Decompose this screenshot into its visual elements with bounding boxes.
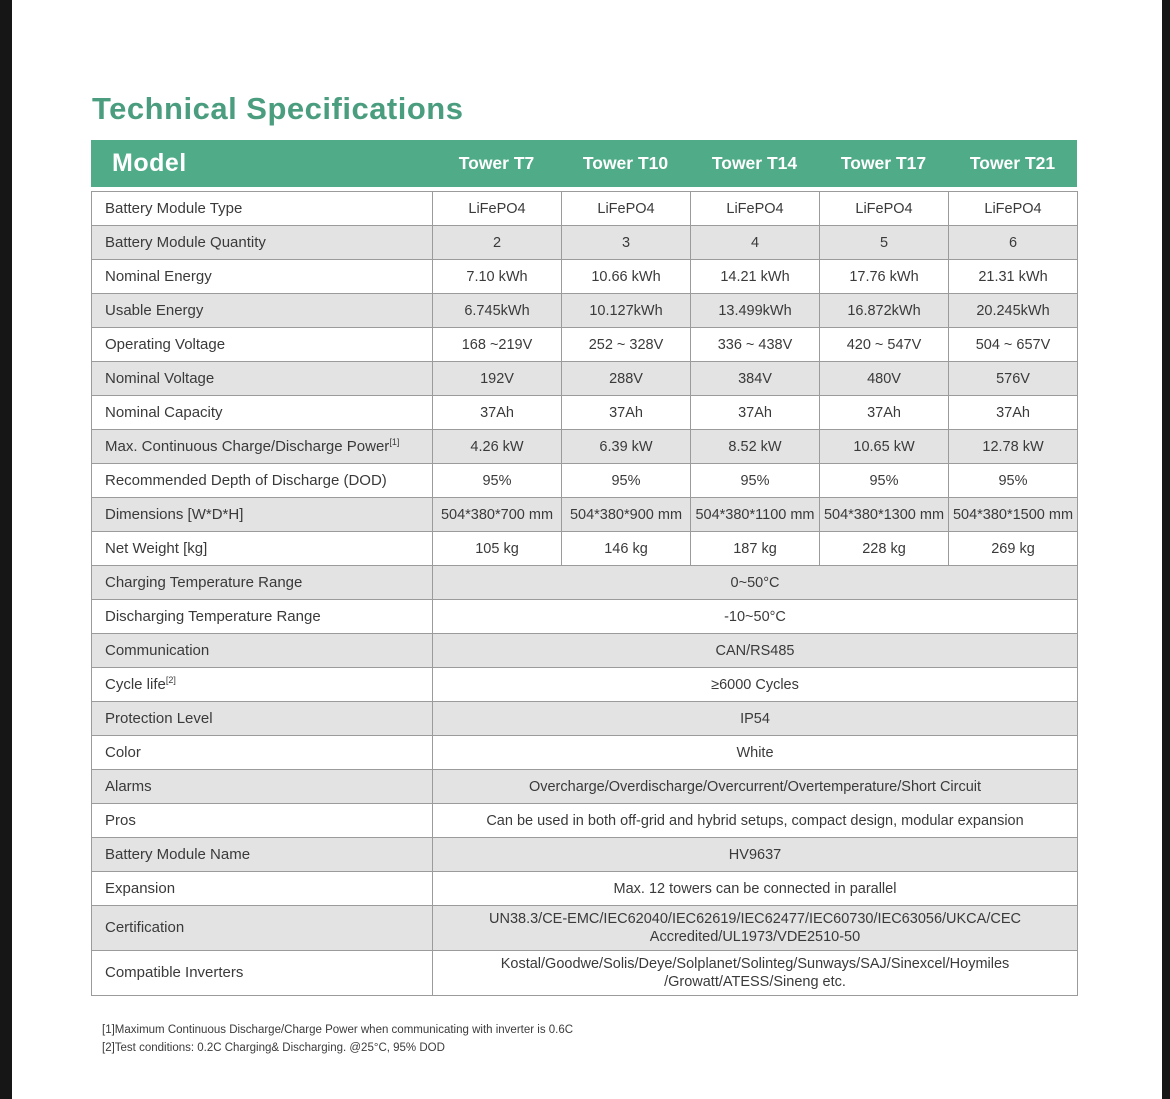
page-right-black-edge bbox=[1162, 0, 1170, 1099]
footnote-2: [2]Test conditions: 0.2C Charging& Discharging. @25°C, 95% DOD bbox=[102, 1041, 445, 1054]
table-row bbox=[92, 838, 1078, 872]
table-row bbox=[92, 702, 1078, 736]
table-row bbox=[92, 634, 1078, 668]
table-row bbox=[92, 600, 1078, 634]
row-label bbox=[92, 804, 433, 838]
spec-value-cell: 576V bbox=[949, 362, 1078, 396]
spec-value-cell: LiFePO4 bbox=[433, 192, 562, 226]
spec-value-cell: 37Ah bbox=[820, 396, 949, 430]
spec-value-cell: 384V bbox=[691, 362, 820, 396]
spec-value-cell: LiFePO4 bbox=[691, 192, 820, 226]
row-label-text: Nominal Voltage bbox=[105, 369, 215, 387]
page-title: Technical Specifications bbox=[92, 90, 464, 126]
row-label bbox=[92, 951, 433, 996]
row-label-text: Cycle life bbox=[105, 675, 166, 693]
table-row bbox=[92, 294, 1078, 328]
row-label-text: Pros bbox=[105, 811, 136, 829]
spec-value-cell: ≥6000 Cycles bbox=[433, 668, 1078, 702]
row-label bbox=[92, 736, 433, 770]
spec-value-cell: 4 bbox=[691, 226, 820, 260]
row-label-text: Battery Module Type bbox=[105, 199, 243, 217]
row-label bbox=[92, 668, 433, 702]
column-header: Tower T14 bbox=[711, 153, 798, 173]
table-row bbox=[92, 566, 1078, 600]
spec-value-cell: 168 ~219V bbox=[433, 328, 562, 362]
row-label bbox=[92, 464, 433, 498]
spec-value-cell: LiFePO4 bbox=[562, 192, 691, 226]
spec-table-body bbox=[91, 191, 1078, 996]
spec-value-cell: 37Ah bbox=[949, 396, 1078, 430]
spec-value-cell: 269 kg bbox=[949, 532, 1078, 566]
row-label-text: Communication bbox=[105, 641, 210, 659]
spec-value-cell: 504 ~ 657V bbox=[949, 328, 1078, 362]
spec-value-cell: 10.66 kWh bbox=[562, 260, 691, 294]
row-label-text: Charging Temperature Range bbox=[105, 573, 303, 591]
table-row bbox=[92, 430, 1078, 464]
spec-value-cell: 480V bbox=[820, 362, 949, 396]
spec-value-cell: LiFePO4 bbox=[820, 192, 949, 226]
spec-value-cell: 13.499kWh bbox=[691, 294, 820, 328]
row-label-text: Alarms bbox=[105, 777, 152, 795]
spec-value-cell: UN38.3/CE-EMC/IEC62040/IEC62619/IEC62477/IEC60730/IEC63056/UKCA/CEC Accredited/UL1973/VDE2510-50 bbox=[433, 906, 1078, 951]
spec-value-cell: 4.26 kW bbox=[433, 430, 562, 464]
spec-value-cell: White bbox=[433, 736, 1078, 770]
spec-value-cell: 192V bbox=[433, 362, 562, 396]
column-header: Tower T21 bbox=[969, 153, 1056, 173]
spec-value-cell: 228 kg bbox=[820, 532, 949, 566]
row-label-text: Color bbox=[105, 743, 141, 761]
row-label bbox=[92, 192, 433, 226]
row-label bbox=[92, 328, 433, 362]
spec-value-cell: 504*380*1100 mm bbox=[691, 498, 820, 532]
row-label-text: Operating Voltage bbox=[105, 335, 226, 353]
model-header-label: Model bbox=[112, 149, 187, 177]
footnote-1: [1]Maximum Continuous Discharge/Charge Power when communicating with inverter is 0.6C bbox=[102, 1024, 574, 1036]
spec-value-cell: Overcharge/Overdischarge/Overcurrent/Overtemperature/Short Circuit bbox=[433, 770, 1078, 804]
table-row bbox=[92, 668, 1078, 702]
row-label bbox=[92, 906, 433, 951]
table-row bbox=[92, 906, 1078, 951]
spec-value-cell: 5 bbox=[820, 226, 949, 260]
table-row bbox=[92, 804, 1078, 838]
column-header: Tower T17 bbox=[840, 153, 927, 173]
table-row bbox=[92, 951, 1078, 996]
spec-value-cell: IP54 bbox=[433, 702, 1078, 736]
footnotes bbox=[102, 1022, 573, 1057]
row-label-text: Battery Module Name bbox=[105, 845, 251, 863]
table-row bbox=[92, 464, 1078, 498]
row-label bbox=[92, 770, 433, 804]
row-label-text: Certification bbox=[105, 919, 185, 936]
spec-value-cell: 10.127kWh bbox=[562, 294, 691, 328]
row-label-text: Discharging Temperature Range bbox=[105, 607, 321, 625]
table-row bbox=[92, 872, 1078, 906]
table-row bbox=[92, 532, 1078, 566]
spec-value-cell: 95% bbox=[691, 464, 820, 498]
spec-table-header bbox=[91, 140, 1077, 187]
spec-value-cell: 288V bbox=[562, 362, 691, 396]
table-row bbox=[92, 192, 1078, 226]
table-row bbox=[92, 362, 1078, 396]
row-label-text: Expansion bbox=[105, 879, 176, 897]
page-left-black-edge bbox=[0, 0, 12, 1099]
footnote-ref: [1] bbox=[389, 436, 400, 447]
spec-value-cell: 146 kg bbox=[562, 532, 691, 566]
table-row bbox=[92, 498, 1078, 532]
row-label-text: Protection Level bbox=[105, 709, 213, 727]
table-row bbox=[92, 770, 1078, 804]
row-label bbox=[92, 226, 433, 260]
spec-value-cell: 504*380*1300 mm bbox=[820, 498, 949, 532]
spec-value-cell: 3 bbox=[562, 226, 691, 260]
row-label bbox=[92, 294, 433, 328]
footnote-ref: [2] bbox=[165, 674, 176, 685]
row-label bbox=[92, 634, 433, 668]
spec-value-cell: 6.745kWh bbox=[433, 294, 562, 328]
table-row bbox=[92, 226, 1078, 260]
row-label-text: Dimensions [W*D*H] bbox=[105, 505, 244, 523]
row-label-text: Usable Energy bbox=[105, 301, 204, 319]
spec-value-cell: 14.21 kWh bbox=[691, 260, 820, 294]
column-header: Tower T7 bbox=[458, 153, 535, 173]
spec-value-cell: 95% bbox=[562, 464, 691, 498]
row-label-text: Nominal Energy bbox=[105, 267, 212, 285]
column-header: Tower T10 bbox=[582, 153, 669, 173]
table-row bbox=[92, 396, 1078, 430]
row-label bbox=[92, 362, 433, 396]
spec-value-cell: 420 ~ 547V bbox=[820, 328, 949, 362]
row-label bbox=[92, 566, 433, 600]
spec-value-cell: 0~50°C bbox=[433, 566, 1078, 600]
spec-value-cell: 6.39 kW bbox=[562, 430, 691, 464]
row-label-text: Compatible Inverters bbox=[105, 964, 244, 981]
row-label bbox=[92, 600, 433, 634]
spec-value-cell: 7.10 kWh bbox=[433, 260, 562, 294]
row-label bbox=[92, 532, 433, 566]
spec-value-cell: 37Ah bbox=[562, 396, 691, 430]
spec-value-cell: Max. 12 towers can be connected in parallel bbox=[433, 872, 1078, 906]
spec-value-cell: 2 bbox=[433, 226, 562, 260]
spec-value-cell: Kostal/Goodwe/Solis/Deye/Solplanet/Solinteg/Sunways/SAJ/Sinexcel/Hoymiles /Growatt/ATESS/Sineng etc. bbox=[433, 951, 1078, 996]
spec-value-cell: 105 kg bbox=[433, 532, 562, 566]
spec-value-cell: Can be used in both off-grid and hybrid setups, compact design, modular expansion bbox=[433, 804, 1078, 838]
spec-value-cell: HV9637 bbox=[433, 838, 1078, 872]
spec-value-cell: 336 ~ 438V bbox=[691, 328, 820, 362]
row-label bbox=[92, 498, 433, 532]
spec-rows bbox=[92, 192, 1078, 996]
row-label-text: Nominal Capacity bbox=[105, 403, 223, 421]
spec-value-cell: 10.65 kW bbox=[820, 430, 949, 464]
spec-value-cell: 95% bbox=[820, 464, 949, 498]
table-row bbox=[92, 260, 1078, 294]
row-label bbox=[92, 702, 433, 736]
spec-table bbox=[91, 140, 1077, 996]
row-label-text: Net Weight [kg] bbox=[105, 539, 208, 557]
spec-value-cell: 504*380*900 mm bbox=[562, 498, 691, 532]
spec-value-cell: 12.78 kW bbox=[949, 430, 1078, 464]
spec-value-cell: 37Ah bbox=[433, 396, 562, 430]
row-label bbox=[92, 430, 433, 464]
spec-value-cell: 504*380*1500 mm bbox=[949, 498, 1078, 532]
row-label-text: Recommended Depth of Discharge (DOD) bbox=[105, 471, 387, 489]
spec-value-cell: 6 bbox=[949, 226, 1078, 260]
table-row bbox=[92, 328, 1078, 362]
table-row bbox=[92, 736, 1078, 770]
row-label bbox=[92, 838, 433, 872]
spec-value-cell: 37Ah bbox=[691, 396, 820, 430]
row-label-text: Max. Continuous Charge/Discharge Power bbox=[105, 437, 390, 455]
spec-value-cell: 252 ~ 328V bbox=[562, 328, 691, 362]
spec-value-cell: 95% bbox=[949, 464, 1078, 498]
spec-value-cell: 17.76 kWh bbox=[820, 260, 949, 294]
spec-value-cell: 8.52 kW bbox=[691, 430, 820, 464]
spec-value-cell: CAN/RS485 bbox=[433, 634, 1078, 668]
spec-value-cell: 95% bbox=[433, 464, 562, 498]
row-label bbox=[92, 396, 433, 430]
spec-value-cell: 504*380*700 mm bbox=[433, 498, 562, 532]
row-label bbox=[92, 260, 433, 294]
spec-value-cell: 187 kg bbox=[691, 532, 820, 566]
row-label-text: Battery Module Quantity bbox=[105, 233, 266, 251]
spec-value-cell: 16.872kWh bbox=[820, 294, 949, 328]
spec-value-cell: LiFePO4 bbox=[949, 192, 1078, 226]
spec-value-cell: 21.31 kWh bbox=[949, 260, 1078, 294]
row-label bbox=[92, 872, 433, 906]
spec-value-cell: -10~50°C bbox=[433, 600, 1078, 634]
spec-value-cell: 20.245kWh bbox=[949, 294, 1078, 328]
